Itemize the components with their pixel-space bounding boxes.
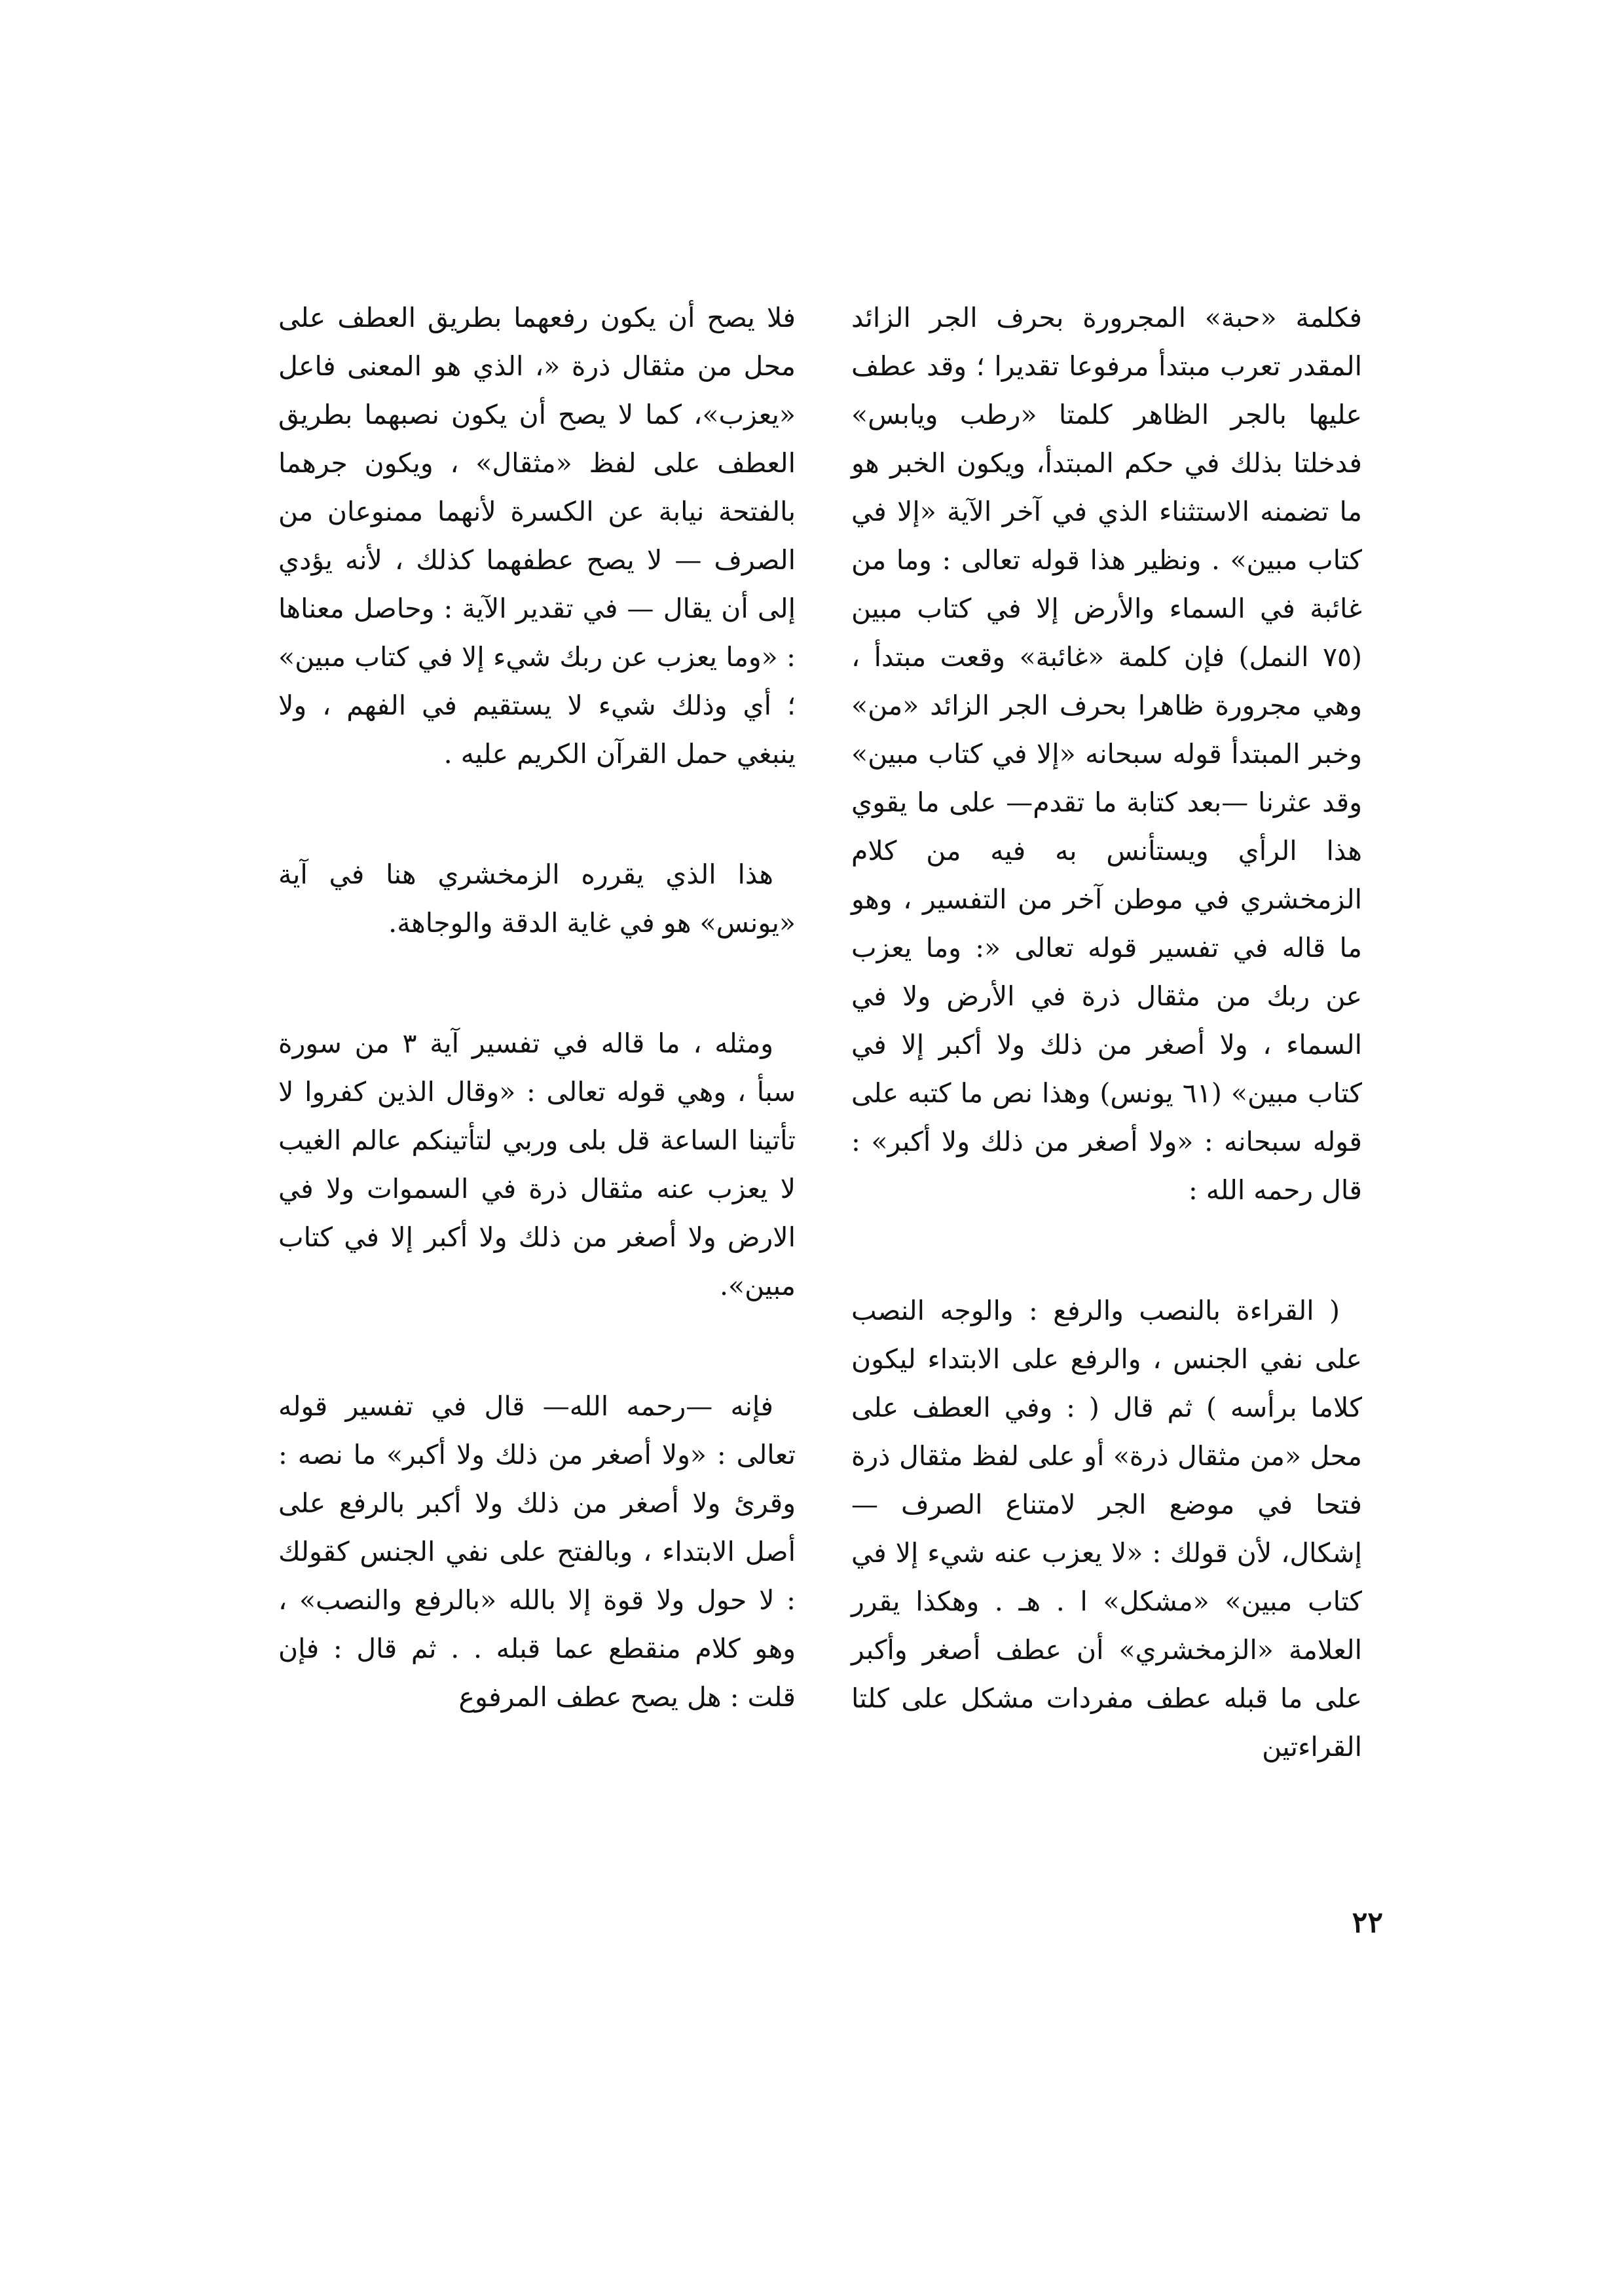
paragraph: هذا الذي يقرره الزمخشري هنا في آية «يونس» هو في غاية الدقة والوجاهة. — [278, 859, 796, 939]
paragraph: فلا يصح أن يكون رفعهما بطريق العطف على محل من مثقال ذرة «، الذي هو المعنى فاعل «يعزب»، كما لا يصح أن يكون نصبهما بطريق العطف على لفظ «مثقال» ، ويكون جرهما بالفتحة نيابة عن الكسرة لأنهما ممنوعان من الصرف — لا يصح عطفهما كذلك ، لأنه يؤدي إلى أن يقال — في تقدير الآية : وحاصل معناها : «وما يعزب عن ربك شيء إلا في كتاب مبين» ؛ أي وذلك شيء لا يستقيم في الفهم ، ولا ينبغي حمل القرآن الكريم عليه . — [278, 302, 796, 770]
page-number: ٢٢ — [1352, 1906, 1383, 1939]
paragraph: فكلمة «حبة» المجرورة بحرف الجر الزائد المقدر تعرب مبتدأ مرفوعا تقديرا ؛ وقد عطف عليها بالجر الظاهر كلمتا «رطب ويابس» فدخلتا بذلك في حكم المبتدأ، ويكون الخبر هو ما تضمنه الاستثناء الذي في آخر الآية «إلا في كتاب مبين» . ونظير هذا قوله تعالى : وما من غائبة في السماء والأرض إلا في كتاب مبين (٧٥ النمل) فإن كلمة «غائبة» وقعت مبتدأ ، وهي مجرورة ظاهرا بحرف الجر الزائد «من» وخبر المبتدأ قوله سبحانه «إلا في كتاب مبين» وقد عثرنا —بعد كتابة ما تقدم— على ما يقوي هذا الرأي ويستأنس به فيه من كلام الزمخشري في موطن آخر من التفسير ، وهو ما قاله في تفسير قوله تعالى «: وما يعزب عن ربك من مثقال ذرة في الأرض ولا في السماء ، ولا أصغر من ذلك ولا أكبر إلا في كتاب مبين» (٦١ يونس) وهذا نص ما كتبه على قوله سبحانه : «ولا أصغر من ذلك ولا أكبر» : قال رحمه الله : — [851, 302, 1362, 1206]
paragraph: فإنه —رحمه الله— قال في تفسير قوله تعالى : «ولا أصغر من ذلك ولا أكبر» ما نصه : وقرئ ولا أصغر من ذلك ولا أكبر بالرفع على أصل الابتداء ، وبالفتح على نفي الجنس كقولك : لا حول ولا قوة إلا بالله «بالرفع والنصب» ، وهو كلام منقطع عما قبله . . ثم قال : فإن قلت : هل يصح عطف المرفوع — [278, 1390, 796, 1713]
right-column — [851, 293, 1362, 1771]
left-column — [278, 293, 796, 1721]
paragraph: ومثله ، ما قاله في تفسير آية ٣ من سورة سبأ ، وهي قوله تعالى : «وقال الذين كفروا لا تأتينا الساعة قل بلى وربي لتأتينكم عالم الغيب لا يعزب عنه مثقال ذرة في السموات ولا في الارض ولا أصغر من ذلك ولا أكبر إلا في كتاب مبين». — [278, 1028, 796, 1301]
paragraph: ( القراءة بالنصب والرفع : والوجه النصب على نفي الجنس ، والرفع على الابتداء ليكون كلاما برأسه ) ثم قال ( : وفي العطف على محل «من مثقال ذرة» أو على لفظ مثقال ذرة فتحا في موضع الجر لامتناع الصرف — إشكال، لأن قولك : «لا يعزب عنه شيء إلا في كتاب مبين» «مشكل» ا . هـ . وهكذا يقرر العلامة «الزمخشري» أن عطف أصغر وأكبر على ما قبله عطف مفردات مشكل على كلتا القراءتين — [851, 1295, 1362, 1763]
